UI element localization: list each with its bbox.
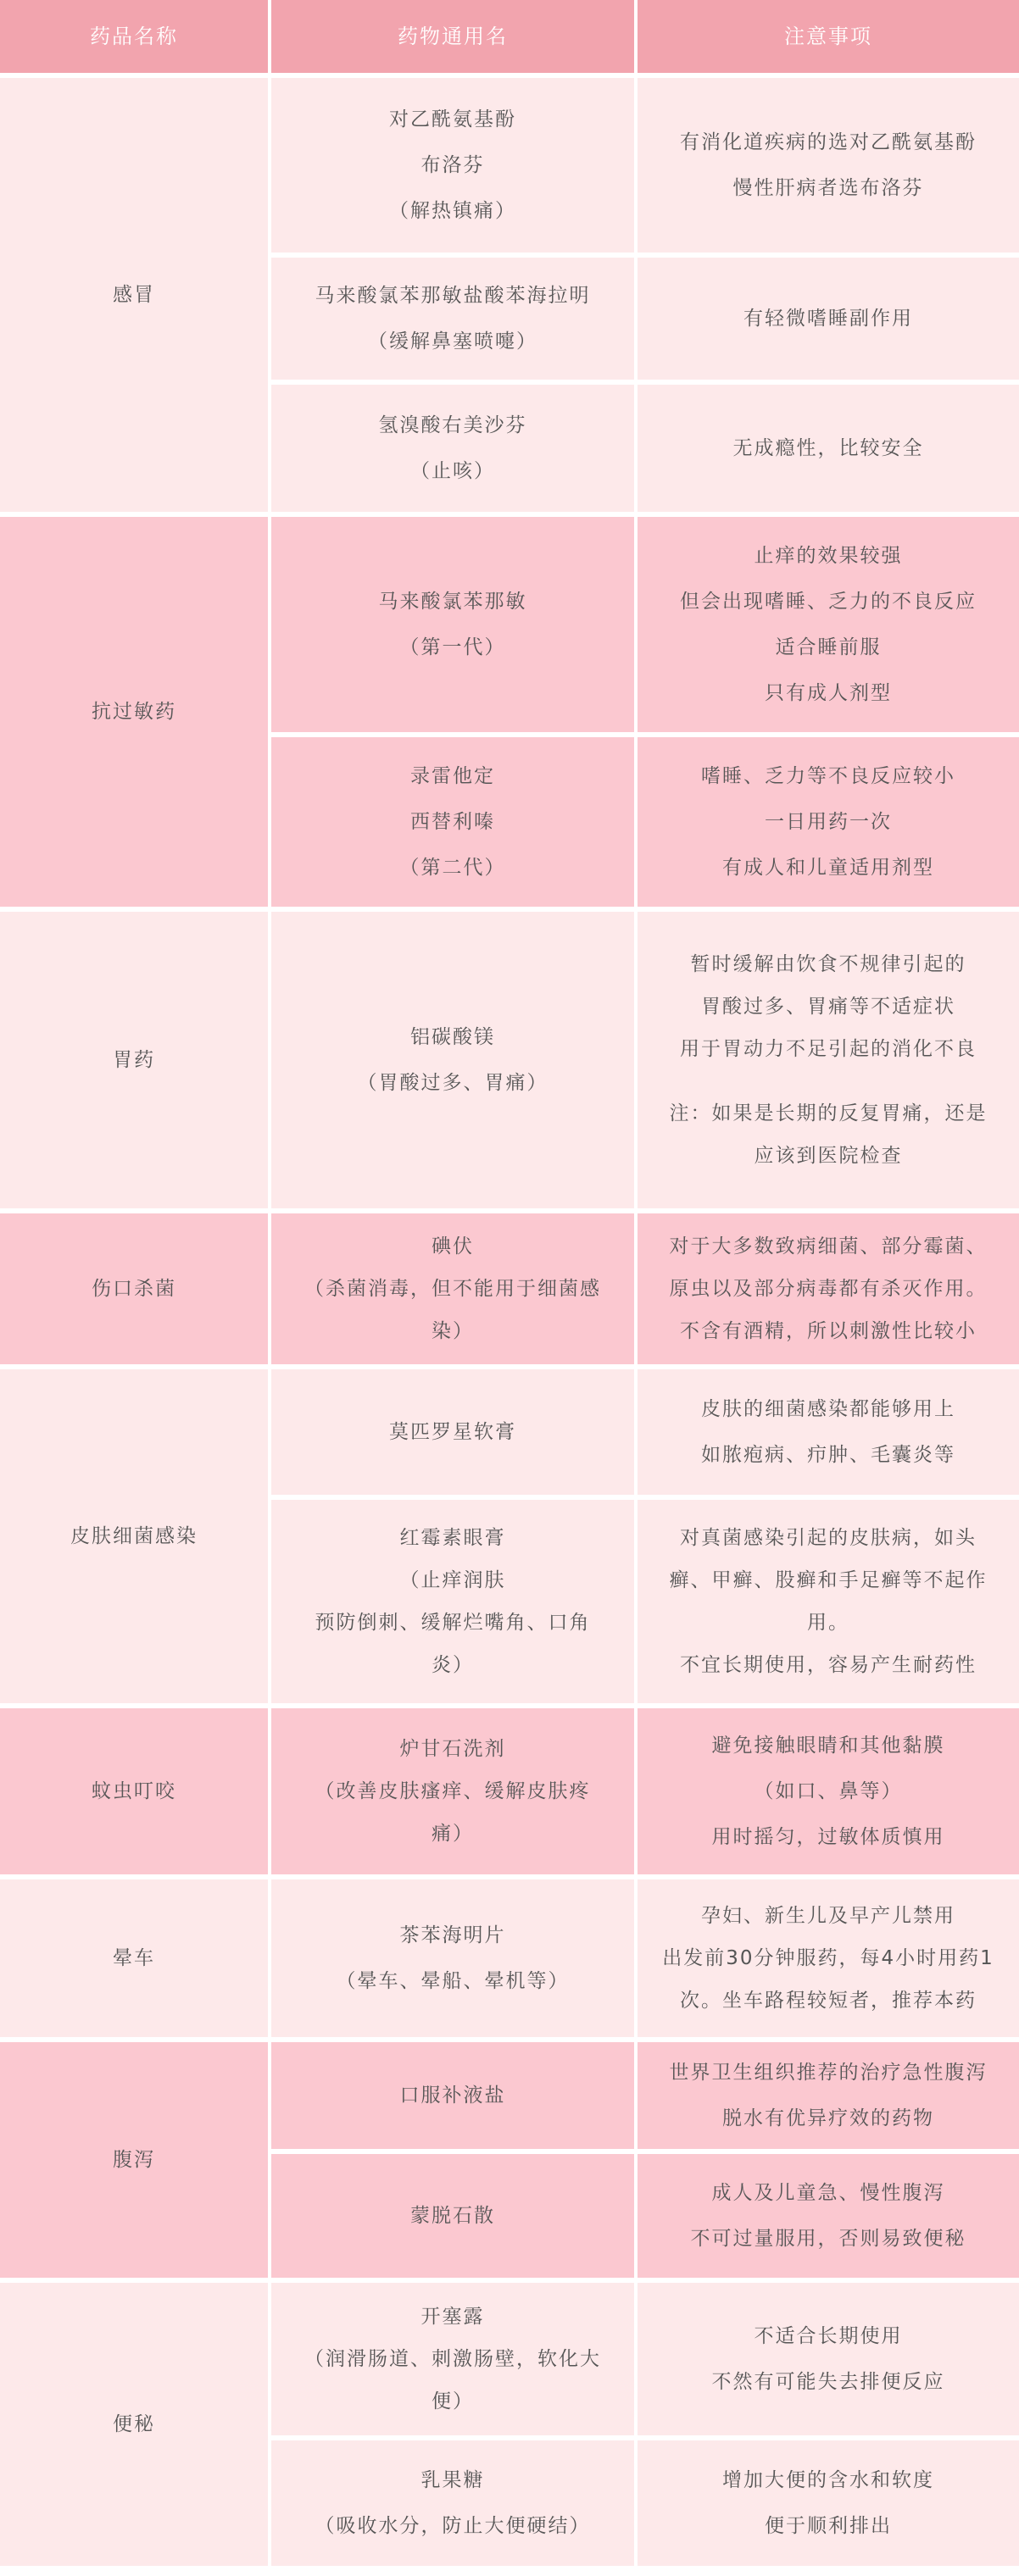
category-skin: 皮肤细菌感染 (0, 1369, 268, 1703)
note-cell: 暂时缓解由饮食不规律引起的 胃酸过多、胃痛等不适症状 用于胃动力不足引起的消化不良 注：如果是长期的反复胃痛，还是 应该到医院检查 (638, 912, 1019, 1208)
note-cell: 有消化道疾病的选对乙酰氨基酚 慢性肝病者选布洛芬 (638, 78, 1019, 253)
note-cell: 嗜睡、乏力等不良反应较小 一日用药一次 有成人和儿童适用剂型 (638, 737, 1019, 907)
drug-cell: 氢溴酸右美沙芬 （止咳） (271, 385, 634, 512)
header-generic-name: 药物通用名 (271, 0, 634, 73)
note-cell: 对真菌感染引起的皮肤病，如头 癣、甲癣、股癣和手足癣等不起作 用。 不宜长期使用，容易产生耐药性 (638, 1500, 1019, 1703)
category-diarrhea: 腹泻 (0, 2042, 268, 2278)
header-notes: 注意事项 (638, 0, 1019, 73)
drug-cell: 炉甘石洗剂 （改善皮肤瘙痒、缓解皮肤疼 痛） (271, 1708, 634, 1874)
note-cell: 止痒的效果较强 但会出现嗜睡、乏力的不良反应 适合睡前服 只有成人剂型 (638, 517, 1019, 732)
drug-cell: 开塞露 （润滑肠道、刺激肠壁，软化大 便） (271, 2283, 634, 2435)
drug-cell: 铝碳酸镁 （胃酸过多、胃痛） (271, 912, 634, 1208)
note-cell: 无成瘾性，比较安全 (638, 385, 1019, 512)
category-cold: 感冒 (0, 78, 268, 512)
note-cell: 对于大多数致病细菌、部分霉菌、 原虫以及部分病毒都有杀灭作用。 不含有酒精，所以刺激性比较小 (638, 1213, 1019, 1364)
category-allergy: 抗过敏药 (0, 517, 268, 907)
drug-cell: 马来酸氯苯那敏 （第一代） (271, 517, 634, 732)
category-constipation: 便秘 (0, 2283, 268, 2566)
note-cell: 孕妇、新生儿及早产儿禁用 出发前30分钟服药，每4小时用药1 次。坐车路程较短者，推荐本药 (638, 1879, 1019, 2037)
category-motion: 晕车 (0, 1879, 268, 2037)
note-cell: 增加大便的含水和软度 便于顺利排出 (638, 2440, 1019, 2566)
note-cell: 不适合长期使用 不然有可能失去排便反应 (638, 2283, 1019, 2435)
drug-cell: 乳果糖 （吸收水分，防止大便硬结） (271, 2440, 634, 2566)
note-cell: 世界卫生组织推荐的治疗急性腹泻 脱水有优异疗效的药物 (638, 2042, 1019, 2149)
note-cell: 皮肤的细菌感染都能够用上 如脓疱病、疖肿、毛囊炎等 (638, 1369, 1019, 1495)
drug-cell: 马来酸氯苯那敏盐酸苯海拉明 （缓解鼻塞喷嚏） (271, 258, 634, 380)
drug-cell: 碘伏 （杀菌消毒，但不能用于细菌感 染） (271, 1213, 634, 1364)
drug-cell: 莫匹罗星软膏 (271, 1369, 634, 1495)
drug-cell: 口服补液盐 (271, 2042, 634, 2149)
drug-cell: 蒙脱石散 (271, 2154, 634, 2278)
drug-cell: 录雷他定 西替利嗪 （第二代） (271, 737, 634, 907)
note-cell: 避免接触眼睛和其他黏膜 （如口、鼻等） 用时摇匀，过敏体质慎用 (638, 1708, 1019, 1874)
drug-cell: 茶苯海明片 （晕车、晕船、晕机等） (271, 1879, 634, 2037)
header-drug-name: 药品名称 (0, 0, 268, 73)
category-insect: 蚊虫叮咬 (0, 1708, 268, 1874)
note-cell: 成人及儿童急、慢性腹泻 不可过量服用，否则易致便秘 (638, 2154, 1019, 2278)
note-cell: 有轻微嗜睡副作用 (638, 258, 1019, 380)
drug-cell: 红霉素眼膏 （止痒润肤 预防倒刺、缓解烂嘴角、口角 炎） (271, 1500, 634, 1703)
drug-cell: 对乙酰氨基酚 布洛芬 （解热镇痛） (271, 78, 634, 253)
category-wound: 伤口杀菌 (0, 1213, 268, 1364)
category-stomach: 胃药 (0, 912, 268, 1208)
